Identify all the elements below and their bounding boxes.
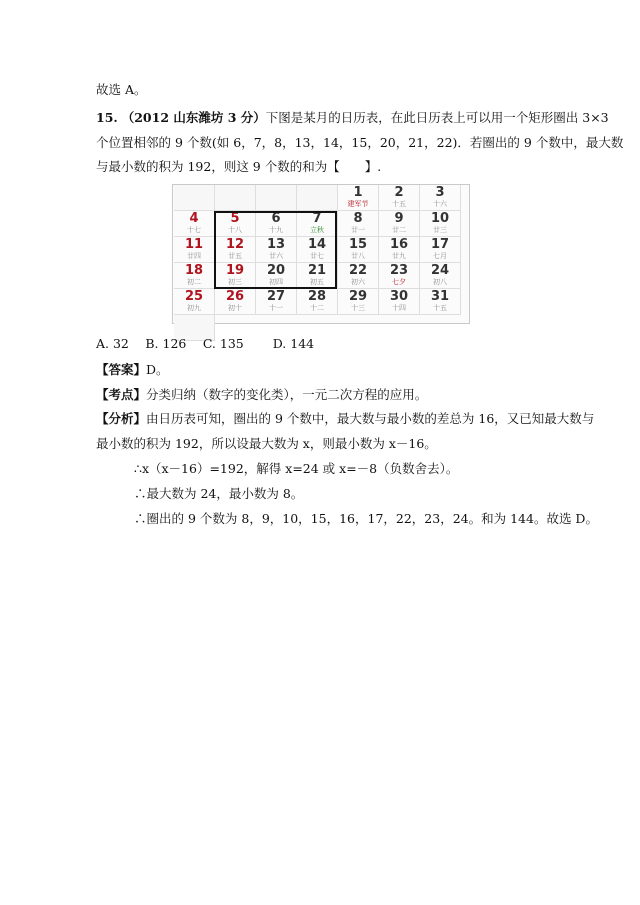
- kaodian-line: [96, 387, 427, 403]
- calendar-day-cell: [215, 185, 256, 211]
- calendar-figure: [172, 184, 470, 324]
- calendar-day-number: 22: [348, 263, 368, 278]
- answer-line: [96, 362, 169, 378]
- calendar-day-number: 20: [266, 263, 286, 278]
- calendar-day-cell: [420, 289, 461, 315]
- calendar-day-lunar: 廿二: [392, 226, 406, 234]
- calendar-day-lunar: 廿四: [187, 252, 201, 260]
- calendar-day-number: 29: [348, 289, 368, 304]
- question-text-1: 下图是某月的日历表，在此日历表上可以用一个矩形圈出 3×3: [265, 110, 609, 125]
- calendar-day-number: 31: [430, 289, 450, 304]
- calendar-day-number: 10: [430, 211, 450, 226]
- solution-step-1: ∴x（x－16）=192，解得 x=24 或 x=－8（负数舍去）。: [134, 461, 459, 476]
- calendar-day-lunar: 十七: [187, 226, 201, 234]
- calendar-day-cell: [297, 185, 338, 211]
- calendar-day-cell: [297, 289, 338, 315]
- calendar-day-number: 25: [184, 289, 204, 304]
- calendar-day-number: 7: [312, 211, 322, 226]
- question-source: （2012 山东潍坊 3 分）: [121, 110, 266, 125]
- calendar-day-number: 18: [184, 263, 204, 278]
- calendar-day-lunar: 初五: [310, 278, 324, 286]
- calendar-day-lunar: 廿七: [310, 252, 324, 260]
- calendar-day-number: 5: [230, 211, 240, 226]
- calendar-day-lunar: 廿五: [228, 252, 242, 260]
- calendar-day-number: 28: [307, 289, 327, 304]
- calendar-day-cell: [215, 289, 256, 315]
- fenxi-label: 【分析】: [96, 411, 147, 426]
- calendar-day-cell: [174, 237, 215, 263]
- fenxi-value-1: 由日历表可知，圈出的 9 个数中，最大数与最小数的差总为 16，又已知最大数与: [146, 411, 595, 426]
- calendar-day-lunar: 初六: [351, 278, 365, 286]
- calendar-day-cell: [420, 211, 461, 237]
- calendar-day-cell: [420, 185, 461, 211]
- calendar-day-number: 24: [430, 263, 450, 278]
- calendar-day-lunar: 初三: [228, 278, 242, 286]
- calendar-day-cell: [379, 289, 420, 315]
- calendar-day-lunar: 初四: [269, 278, 283, 286]
- answer-label: 【答案】: [96, 362, 147, 377]
- calendar-day-number: 14: [307, 237, 327, 252]
- calendar-day-cell: [297, 211, 338, 237]
- calendar-day-cell: [215, 211, 256, 237]
- calendar-day-lunar: 十一: [269, 304, 283, 312]
- calendar-day-cell: [297, 237, 338, 263]
- calendar-day-cell: [256, 211, 297, 237]
- answer-options: A. 32 B. 126 C. 135 D. 144: [96, 336, 315, 351]
- kaodian-value: 分类归纳（数字的变化类），一元二次方程的应用。: [146, 387, 428, 402]
- calendar-day-lunar: 建军节: [347, 200, 369, 208]
- calendar-day-lunar: 初九: [187, 304, 201, 312]
- calendar-day-lunar: 立秋: [310, 226, 324, 234]
- calendar-day-lunar: 十二: [310, 304, 324, 312]
- calendar-day-number: 23: [389, 263, 409, 278]
- solution-step-3: ∴圈出的 9 个数为 8，9，10，15，16，17，22，23，24。和为 144。故选 D。: [134, 511, 598, 526]
- calendar-day-number: 13: [266, 237, 286, 252]
- calendar-day-lunar: 十四: [392, 304, 406, 312]
- calendar-day-cell: [256, 263, 297, 289]
- calendar-day-lunar: 十三: [351, 304, 365, 312]
- calendar-day-cell: [338, 211, 379, 237]
- calendar-day-cell: [174, 185, 215, 211]
- calendar-day-lunar: 十五: [433, 304, 447, 312]
- calendar-day-lunar: 廿一: [351, 226, 365, 234]
- calendar-day-cell: [174, 263, 215, 289]
- calendar-day-lunar: 廿八: [351, 252, 365, 260]
- calendar-day-cell: [215, 237, 256, 263]
- calendar-day-lunar: 廿九: [392, 252, 406, 260]
- fenxi-line-2: 最小数的积为 192，所以设最大数为 x，则最小数为 x－16。: [96, 436, 437, 451]
- calendar-day-number: 27: [266, 289, 286, 304]
- calendar-day-cell: [256, 185, 297, 211]
- calendar-day-number: 26: [225, 289, 245, 304]
- calendar-day-lunar: 十八: [228, 226, 242, 234]
- calendar-day-number: 2: [394, 185, 404, 200]
- calendar-day-cell: [420, 237, 461, 263]
- question-line-2: 个位置相邻的 9 个数(如 6，7，8，13，14，15，20，21，22)．若圈出的 9 个数中，最大数: [96, 135, 624, 150]
- calendar-day-cell: [338, 289, 379, 315]
- calendar-day-number: 21: [307, 263, 327, 278]
- calendar-day-number: 9: [394, 211, 404, 226]
- solution-step-2: ∴最大数为 24，最小数为 8。: [134, 486, 304, 501]
- calendar-day-number: 19: [225, 263, 245, 278]
- calendar-day-lunar: 初八: [433, 278, 447, 286]
- question-number: 15.: [96, 110, 118, 125]
- calendar-day-cell: [379, 263, 420, 289]
- calendar-day-cell: [379, 185, 420, 211]
- question-line-1: [96, 110, 609, 126]
- calendar-day-cell: [338, 185, 379, 211]
- calendar-day-cell: [379, 211, 420, 237]
- calendar-day-number: 16: [389, 237, 409, 252]
- calendar-day-lunar: 十五: [392, 200, 406, 208]
- answer-value: D。: [146, 362, 169, 377]
- calendar-day-lunar: 十六: [433, 200, 447, 208]
- calendar-day-number: 3: [435, 185, 445, 200]
- calendar-day-number: 12: [225, 237, 245, 252]
- calendar-day-cell: [420, 263, 461, 289]
- calendar-day-lunar: 廿六: [269, 252, 283, 260]
- question-line-3: 与最小数的积为 192，则这 9 个数的和为【 】.: [96, 159, 382, 174]
- kaodian-label: 【考点】: [96, 387, 147, 402]
- calendar-day-lunar: 七月: [433, 252, 447, 260]
- calendar-day-number: 1: [353, 185, 363, 200]
- calendar-day-number: 6: [271, 211, 281, 226]
- calendar-day-lunar: 初十: [228, 304, 242, 312]
- calendar-day-cell: [379, 237, 420, 263]
- calendar-day-lunar: 初二: [187, 278, 201, 286]
- calendar-day-lunar: 七夕: [392, 278, 406, 286]
- calendar-day-number: 8: [353, 211, 363, 226]
- calendar-day-number: 15: [348, 237, 368, 252]
- calendar-day-number: 11: [184, 237, 204, 252]
- calendar-day-cell: [256, 289, 297, 315]
- calendar-day-number: 4: [189, 211, 199, 226]
- calendar-day-number: 30: [389, 289, 409, 304]
- calendar-day-number: 17: [430, 237, 450, 252]
- calendar-day-cell: [338, 237, 379, 263]
- calendar-day-cell: [297, 263, 338, 289]
- fenxi-line-1: [96, 411, 594, 427]
- calendar-day-cell: [174, 289, 215, 315]
- calendar-day-cell: [174, 211, 215, 237]
- previous-answer-line: 故选 A。: [96, 82, 147, 97]
- calendar-day-cell: [215, 263, 256, 289]
- calendar-day-lunar: 十九: [269, 226, 283, 234]
- calendar-grid: [174, 185, 461, 341]
- calendar-day-cell: [256, 237, 297, 263]
- calendar-day-lunar: 廿三: [433, 226, 447, 234]
- calendar-day-cell: [338, 263, 379, 289]
